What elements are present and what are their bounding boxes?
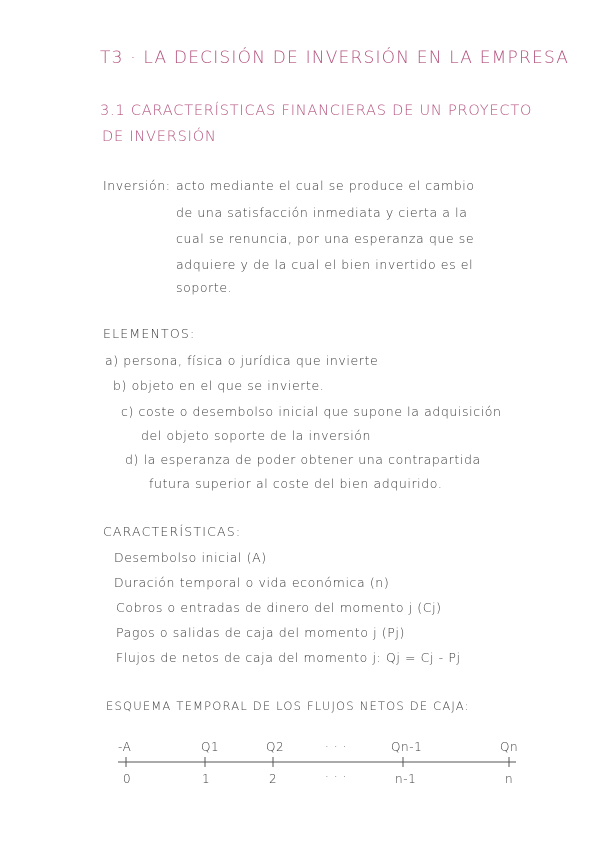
caracteristica-desembolso: Desembolso inicial (A) <box>114 550 267 565</box>
timeline-top-label-1: Q1 <box>201 740 220 754</box>
timeline-bottom-label-2: 2 <box>269 772 278 786</box>
caracteristica-cobros: Cobros o entradas de dinero del momento j (Cj) <box>116 600 442 615</box>
definition-line-1: acto mediante el cual se produce el cambio <box>176 178 475 193</box>
timeline-top-label-5: Qn <box>500 740 519 754</box>
caracteristica-duracion: Duración temporal o vida económica (n) <box>114 575 390 590</box>
elementos-item-c-cont: del objeto soporte de la inversión <box>141 428 372 443</box>
elementos-item-c: c) coste o desembolso inicial que supone la adquisición <box>121 404 502 419</box>
elementos-item-a: a) persona, física o jurídica que invierte <box>105 353 379 368</box>
section-title-line-1: 3.1 CARACTERÍSTICAS FINANCIERAS DE UN PROYECTO <box>100 103 533 119</box>
esquema-heading: ESQUEMA TEMPORAL DE LOS FLUJOS NETOS DE CAJA: <box>106 699 470 713</box>
timeline-bottom-label-5: n <box>505 772 514 786</box>
definition-line-4: adquiere y de la cual el bien invertido es el <box>176 257 474 272</box>
caracteristicas-heading: CARACTERÍSTICAS: <box>103 524 242 539</box>
definition-term: Inversión: <box>103 178 171 193</box>
timeline-bottom-label-3: · · · <box>325 770 348 784</box>
timeline-top-label-4: Qn-1 <box>391 740 423 754</box>
definition-line-3: cual se renuncia, por una esperanza que se <box>176 231 475 246</box>
page-title: T3 · LA DECISIÓN DE INVERSIÓN EN LA EMPRESA <box>100 48 570 68</box>
elementos-heading: ELEMENTOS: <box>103 326 196 341</box>
definition-line-2: de una satisfacción inmediata y cierta a la <box>176 205 468 220</box>
timeline-top-label-0: -A <box>118 740 132 754</box>
caracteristica-pagos: Pagos o salidas de caja del momento j (Pj) <box>116 625 405 640</box>
timeline-top-label-2: Q2 <box>266 740 285 754</box>
timeline-bottom-label-1: 1 <box>202 772 211 786</box>
section-title-line-2: DE INVERSIÓN <box>102 129 217 145</box>
timeline-bottom-label-4: n-1 <box>395 772 417 786</box>
elementos-item-d-cont: futura superior al coste del bien adquirido. <box>149 476 443 491</box>
elementos-item-b: b) objeto en el que se invierte. <box>113 378 325 393</box>
elementos-item-d: d) la esperanza de poder obtener una contrapartida <box>125 452 481 467</box>
definition-line-5: soporte. <box>176 280 233 295</box>
timeline-top-label-3: · · · <box>325 740 348 754</box>
timeline-bottom-label-0: 0 <box>123 772 132 786</box>
caracteristica-flujos: Flujos de netos de caja del momento j: Qj = Cj - Pj <box>116 650 461 665</box>
